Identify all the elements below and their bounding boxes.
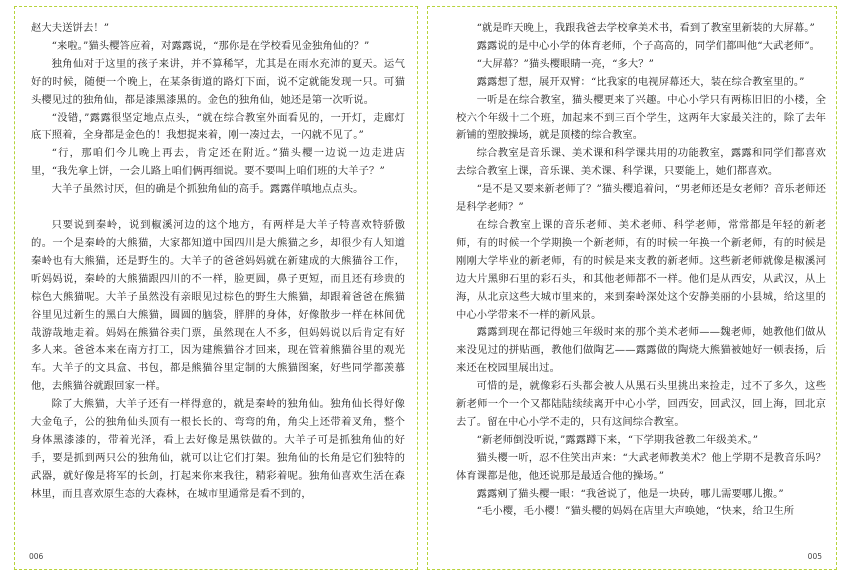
paragraph: 独角仙对于这里的孩子来讲，并不算稀罕，尤其是在雨水充沛的夏天。运气好的时候，随便一个晚上，在某条街道的路灯下面，说不定就能发现一只。可猫头樱见过的独角仙，都是漆黑漆黑的。金色的独角仙，她还是第一次听说。 <box>31 57 405 106</box>
paragraph: 综合教室是音乐课、美术课和科学课共用的功能教室，露露和同学们都喜欢去综合教室上课，音乐课、美术课、科学课，只要能上，她们都喜欢。 <box>456 147 826 178</box>
right-page-text <box>456 20 826 521</box>
paragraph: “是不是又要来新老师了？”猫头樱追着问，“男老师还是女老师？音乐老师还是科学老师？” <box>456 183 826 214</box>
paragraph: 一听是在综合教室，猫头樱更来了兴趣。中心小学只有两栋旧旧的小楼，全校六个年级十二个班，加起来不到三百个学生，这两年大家最关注的，除了去年新铺的塑胶操场，就是顶楼的综合教室。 <box>456 93 826 142</box>
paragraph: 在综合教室上课的音乐老师、美术老师、科学老师，常常都是年轻的新老师，有的时候一个学期换一个新老师，有的时候一年换一个新老师，有的时候是刚刚大学毕业的新老师，有的时候是来支教的新老师。这些新老师就像是椒溪河边大片黑卵石里的彩石头，和其他老师都不一样。他们是从西安，从武汉，从上海，从北京这些大城市里来的，来到秦岭深处这个安静美丽的小县城，给这里的中心小学带来不一样的新风景。 <box>456 218 826 321</box>
section-break <box>31 199 405 217</box>
paragraph: 只要说到秦岭，说到椒溪河边的这个地方，有两样是大羊子特喜欢特骄傲的。一个是秦岭的大熊猫，大家都知道中国四川是大熊猫之乡，却很少有人知道秦岭也有大熊猫，还是野生的。大羊子的爸爸妈妈就在新建成的大熊猫谷工作，听妈妈说，秦岭的大熊猫跟四川的不一样，脸更圆，鼻子更短，而且还有珍贵的棕色大熊猫呢。大羊子虽然没有亲眼见过棕色的野生大熊猫，却跟着爸爸在熊猫谷里见过新生的黑白大熊猫，圆圆的脑袋，胖胖的身体，好像散步一样在林间优哉游哉地走着。妈妈在熊猫谷卖门票，虽然现在人不多，但妈妈说以后肯定有好多人来。爸爸本来在南方打工，因为建熊猫谷才回来，现在管着熊猫谷里的观光车。大羊子的文具盒、书包，都是熊猫谷里定制的大熊猫图案，好些同学都羡慕他，去熊猫谷就跟回家一样。 <box>31 219 405 393</box>
right-page <box>427 6 837 570</box>
paragraph: 大羊子虽然讨厌，但的确是个抓独角仙的高手。露露佯嗔地点点头。 <box>51 183 364 196</box>
paragraph: 露露说的是中心小学的体育老师，个子高高的，同学们都叫他“大武老师”。 <box>476 39 821 52</box>
left-page <box>14 6 418 570</box>
paragraph: “大屏幕？”猫头樱眼睛一亮，“多大？” <box>476 57 655 70</box>
paragraph: “来啦。”猫头樱答应着，对露露说，“那你是在学校看见金独角仙的？” <box>51 39 370 52</box>
paragraph: 露露剜了猫头樱一眼：“我爸说了，他是一块砖，哪儿需要哪儿搬。” <box>476 487 784 500</box>
paragraph: “行，那咱们今儿晚上再去，肯定还在附近。”猫头樱一边说一边走进店里，“我先拿上饼，一会儿路上咱们俩再细说。要不要叫上咱们班的大羊子？” <box>31 147 405 178</box>
page-number: 005 <box>807 552 822 561</box>
paragraph: 猫头樱一听，忍不住笑出声来：“大武老师教美术？他上学期不是教音乐吗？体育课都是他，他还说那是最适合他的操场。” <box>456 451 826 482</box>
paragraph: “就是昨天晚上，我跟我爸去学校拿美术书，看到了教室里新装的大屏幕。” <box>476 22 815 34</box>
paragraph: “没错，”露露很坚定地点点头，“就在综合教室外面看见的，一开灯，走廊灯底下照着，全身都是金色的！我想捉来着，刚一凑过去，一闪就不见了。” <box>31 111 405 142</box>
paragraph: 露露想了想，展开双臂：“比我家的电视屏幕还大，装在综合教室里的。” <box>476 75 805 88</box>
paragraph: 除了大熊猫，大羊子还有一样得意的，就是秦岭的独角仙。独角仙长得好像大金龟子，公的独角仙头顶有一根长长的、弯弯的角，角尖上还带着叉角，整个身体黑漆漆的，带着光泽，看上去好像是黑铁做的。大羊子可是抓独角仙的好手，要是抓到两只公的独角仙，就可以让它们打架。独角仙的长角是它们独特的武器，就好像是将军的长剑，打起来你来我往，精彩着呢。独角仙喜欢生活在森林里，而且喜欢原生态的大森林，在城市里通常是看不到的， <box>31 398 405 500</box>
left-page-text <box>31 20 405 504</box>
page-number: 006 <box>29 552 44 561</box>
paragraph: 露露到现在都记得她三年级时来的那个美术老师——魏老师，她教他们做从来没见过的拼贴画，教他们做陶艺——露露做的陶烧大熊猫被她好一顿表扬，后来还在校园里展出过。 <box>456 326 826 375</box>
paragraph: “毛小樱，毛小樱！”猫头樱的妈妈在店里大声唤她，“快来，给卫生所 <box>476 505 795 518</box>
paragraph: “新老师倒没听说，”露露蹲下来，“下学期我爸教二年级美术。” <box>476 433 759 446</box>
paragraph: 赵大夫送饼去！” <box>31 22 110 34</box>
paragraph: 可惜的是，就像彩石头都会被人从黑石头里挑出来捡走，过不了多久，这些新老师一个一个又都陆陆续续离开中心小学，回西安，回武汉，回上海，回北京去了。留在中心小学不走的，只有这间综合教室。 <box>456 380 826 428</box>
